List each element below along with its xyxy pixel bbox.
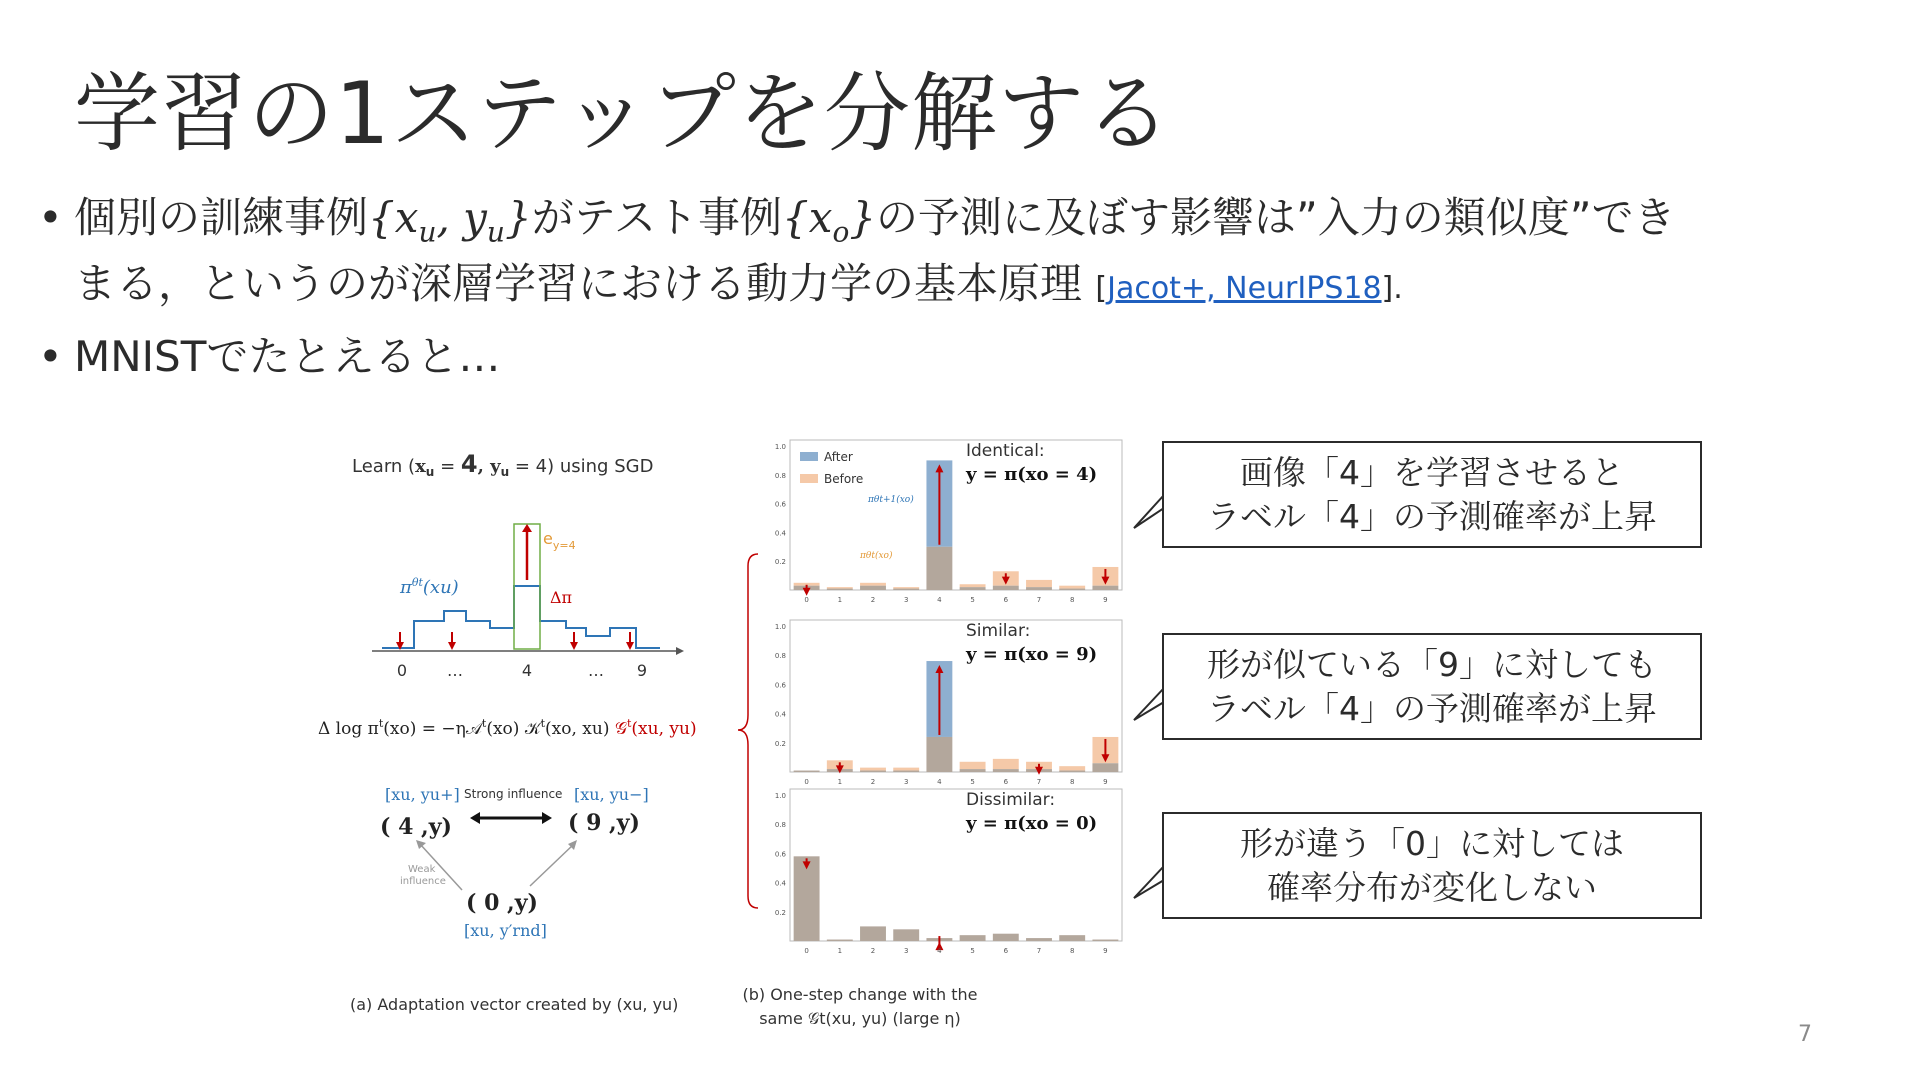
x-tick-label: 5 xyxy=(970,596,975,604)
y-tick-label: 0.6 xyxy=(774,681,786,690)
x-tick-label: 2 xyxy=(870,596,876,604)
x-tick-label: 7 xyxy=(1036,947,1042,955)
svg-text:9: 9 xyxy=(636,661,648,680)
x-tick-label: 1 xyxy=(837,778,843,786)
x-tick-label: 8 xyxy=(1069,778,1075,786)
update-equation: Δ $\log \pi^t(xo)$ = −η𝒜$^t$(xo) 𝒦$^t$(xo, xu) 𝒢$^t$(xu, yu) xyxy=(318,717,697,739)
node-right: ( 9 ,y) xyxy=(568,810,640,836)
x-tick-label: 7 xyxy=(1036,778,1042,786)
bullet-marker: • xyxy=(38,193,63,242)
strong-influence-label: Strong influence xyxy=(464,787,563,801)
x-tick-label: 0 xyxy=(804,947,809,955)
x-tick-label: 3 xyxy=(903,947,909,955)
bullet-text: 個別の訓練事例 xyxy=(74,193,369,242)
callout-line: 確率分布が変化しない xyxy=(1267,867,1597,907)
annot-after: πθt+1(xo) xyxy=(868,495,914,505)
x-tick-label: 4 xyxy=(937,778,942,786)
x-tick-label: 9 xyxy=(1103,778,1108,786)
weak-label-1: Weak xyxy=(408,864,436,875)
callout-line: 形が似ている「9」に対しても xyxy=(1207,644,1657,684)
callout-line: ラベル「4」の予測確率が上昇 xyxy=(1207,496,1657,536)
y-tick-label: 0.2 xyxy=(774,908,786,917)
panel-subtitle: y = π(xo = 4) xyxy=(966,464,1098,485)
x-tick-label: 6 xyxy=(1003,596,1009,604)
x-tick-label: 4 xyxy=(937,947,942,955)
citation-link[interactable]: Jacot+, NeurIPS18 xyxy=(1107,271,1382,307)
svg-text:…: … xyxy=(447,661,463,680)
y-tick-label: 0.6 xyxy=(774,850,786,859)
panel-subtitle: y = π(xo = 9) xyxy=(966,644,1098,665)
x-tick-label: 9 xyxy=(1103,596,1108,604)
x-tick-label: 5 xyxy=(970,778,975,786)
y-tick-label: 0.8 xyxy=(774,652,786,661)
callout-identical xyxy=(1162,441,1702,548)
weak-label-2: influence xyxy=(400,876,446,887)
caption-b-line2: same 𝒢t(xu, yu) (large η) xyxy=(759,1009,961,1028)
x-tick-label: 5 xyxy=(970,947,975,955)
y-tick-label: 0.8 xyxy=(774,821,786,830)
slide-title: 学習の1ステップを分解する xyxy=(74,64,1172,164)
x-tick-label: 1 xyxy=(837,596,843,604)
callout-line: 形が違う「0」に対しては xyxy=(1240,823,1624,863)
bullet-text-line2: まる，というのが深層学習における動力学の基本原理 xyxy=(74,259,1083,309)
callout-dissimilar xyxy=(1162,812,1702,919)
callout-line: 画像「4」を学習させると xyxy=(1240,452,1624,492)
x-tick-label: 2 xyxy=(870,947,876,955)
bullet-text: がテスト事例 xyxy=(531,193,783,242)
citation: [Jacot+, NeurIPS18]. xyxy=(1095,271,1403,307)
x-tick-label: 3 xyxy=(903,596,909,604)
y-tick-label: 0.6 xyxy=(774,500,786,509)
y-tick-label: 1.0 xyxy=(774,623,786,631)
bullet-text: MNISTでたとえると… xyxy=(74,332,501,382)
x-tick-label: 8 xyxy=(1069,596,1075,604)
pi-label: $\pi^{\theta t}(xu)$ xyxy=(400,576,459,598)
caption-b-line1: (b) One-step change with the xyxy=(742,985,978,1004)
panel-title: Similar: xyxy=(966,621,1031,641)
callout-similar xyxy=(1162,633,1702,740)
svg-text:…: … xyxy=(588,661,604,680)
callout-line: ラベル「4」の予測確率が上昇 xyxy=(1207,688,1657,728)
node-bottom: ( 0 ,y) xyxy=(466,890,538,916)
x-tick-label: 0 xyxy=(804,778,809,786)
math-train-set: {$x_u$, $y_u$} xyxy=(368,193,532,249)
x-tick-label: 7 xyxy=(1036,596,1042,604)
node-left: ( 4 ,y) xyxy=(380,814,452,840)
x-tick-label: 8 xyxy=(1069,947,1075,955)
y-tick-label: 1.0 xyxy=(774,443,786,451)
y-tick-label: 0.4 xyxy=(774,529,786,538)
delta-pi-label: Δπ xyxy=(550,588,573,607)
y-tick-label: 0.8 xyxy=(774,471,786,480)
x-tick-label: 9 xyxy=(1103,947,1108,955)
page-number: 7 xyxy=(1798,1022,1812,1047)
pair-right: [xu, yu−] xyxy=(574,785,649,804)
x-tick-label: 6 xyxy=(1003,947,1009,955)
x-tick-label: 2 xyxy=(870,778,876,786)
bullet-text: の予測に及ぼす影響は”入力の類似度”でき xyxy=(876,193,1676,242)
x-tick-label: 1 xyxy=(837,947,843,955)
y-tick-label: 0.4 xyxy=(774,710,786,719)
pair-left: [xu, yu+] xyxy=(385,785,460,804)
annot-before: πθt(xo) xyxy=(860,551,893,561)
svg-text:0: 0 xyxy=(396,661,408,680)
legend-before-label: Before xyxy=(824,472,864,486)
y-tick-label: 0.2 xyxy=(774,739,786,748)
bullet-marker: • xyxy=(38,332,63,382)
caption-a: (a) Adaptation vector created by (xu, yu) xyxy=(350,995,679,1014)
e-label: $e_{y=4}$ xyxy=(543,529,576,552)
y-tick-label: 0.2 xyxy=(774,558,786,567)
legend-after-label: After xyxy=(824,450,853,464)
math-test-set: $\{x_o\}$ xyxy=(782,193,877,249)
x-tick-label: 6 xyxy=(1003,778,1009,786)
panel-title: Identical: xyxy=(966,441,1045,461)
y-tick-label: 0.4 xyxy=(774,879,786,888)
y-tick-label: 1.0 xyxy=(774,792,786,800)
panel-subtitle: y = π(xo = 0) xyxy=(966,813,1098,834)
panel-title: Dissimilar: xyxy=(966,790,1056,810)
x-tick-label: 4 xyxy=(937,596,942,604)
x-tick-label: 0 xyxy=(804,596,809,604)
x-tick-label: 3 xyxy=(903,778,909,786)
svg-text:4: 4 xyxy=(521,661,533,680)
pair-bottom: [xu, y′rnd] xyxy=(464,921,547,940)
learn-label: Learn ($x_u = 4$, $y_u = 4$) using SGD xyxy=(352,450,654,479)
